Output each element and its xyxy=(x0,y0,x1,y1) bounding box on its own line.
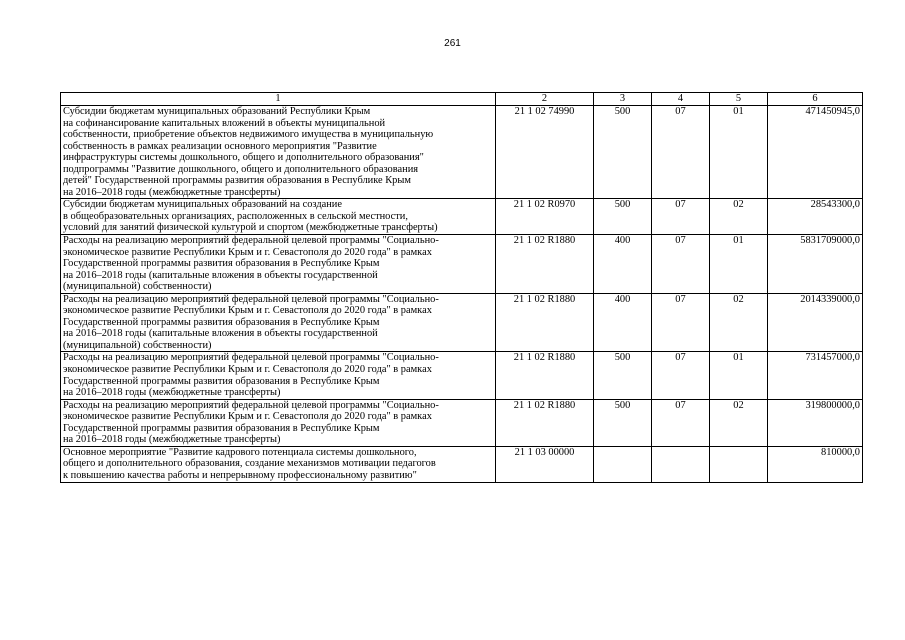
subsection-cell: 01 xyxy=(710,235,768,294)
subsection-cell: 01 xyxy=(710,106,768,199)
target-code-cell: 21 1 02 R1880 xyxy=(496,399,594,446)
name-line: детей" Государственной программы развития образования в Республике Крым xyxy=(63,175,411,187)
row-name-cell xyxy=(61,399,496,446)
row-name-cell xyxy=(61,199,496,235)
target-code-cell: 21 1 02 R0970 xyxy=(496,199,594,235)
table-row xyxy=(61,293,863,352)
expense-type-cell: 400 xyxy=(594,293,652,352)
expense-type-cell: 500 xyxy=(594,106,652,199)
expense-type-cell: 500 xyxy=(594,399,652,446)
name-line: Государственной программы развития образования в Республике Крым xyxy=(63,316,380,328)
name-line: Расходы на реализацию мероприятий федеральной целевой программы "Социально- xyxy=(63,352,439,364)
table-row xyxy=(61,235,863,294)
amount-cell: 319800000,0 xyxy=(768,399,863,446)
name-line: Государственной программы развития образования в Республике Крым xyxy=(63,258,380,270)
section-cell: 07 xyxy=(652,352,710,399)
name-line: (муниципальной) собственности) xyxy=(63,339,212,351)
amount-cell: 731457000,0 xyxy=(768,352,863,399)
name-line: Государственной программы развития образования в Республике Крым xyxy=(63,375,380,387)
header-col-5: 5 xyxy=(710,93,768,106)
amount-cell: 2014339000,0 xyxy=(768,293,863,352)
section-cell: 07 xyxy=(652,106,710,199)
budget-table xyxy=(60,92,863,483)
section-cell: 07 xyxy=(652,293,710,352)
name-line: экономическое развитие Республики Крым и г. Севастополя до 2020 года" в рамках xyxy=(63,246,432,258)
name-line: экономическое развитие Республики Крым и г. Севастополя до 2020 года" в рамках xyxy=(63,305,432,317)
name-line: собственности, приобретение объектов недвижимого имущества в муниципальную xyxy=(63,129,434,141)
table-row xyxy=(61,399,863,446)
section-cell: 07 xyxy=(652,399,710,446)
name-line: собственность в рамках реализации основного мероприятия "Развитие xyxy=(63,140,377,152)
table-row xyxy=(61,106,863,199)
name-line: инфраструктуры системы дошкольного, общего и дополнительного образования" xyxy=(63,152,424,164)
header-col-2: 2 xyxy=(496,93,594,106)
target-code-cell: 21 1 02 74990 xyxy=(496,106,594,199)
name-line: на 2016–2018 годы (межбюджетные трансферты) xyxy=(63,387,281,399)
row-name-cell xyxy=(61,235,496,294)
header-col-6: 6 xyxy=(768,93,863,106)
target-code-cell: 21 1 02 R1880 xyxy=(496,352,594,399)
name-line: Основное мероприятие "Развитие кадрового потенциала системы дошкольного, xyxy=(63,446,417,458)
row-name-cell xyxy=(61,352,496,399)
subsection-cell: 01 xyxy=(710,352,768,399)
expense-type-cell: 400 xyxy=(594,235,652,294)
table-row xyxy=(61,446,863,482)
name-line: Субсидии бюджетам муниципальных образований на создание xyxy=(63,199,342,211)
name-line: на софинансирование капитальных вложений в объекты муниципальной xyxy=(63,117,386,129)
expense-type-cell: 500 xyxy=(594,199,652,235)
name-line: к повышению качества работы и непрерывному профессиональному развитию" xyxy=(63,469,417,481)
name-line: на 2016–2018 годы (межбюджетные трансферты) xyxy=(63,186,281,198)
name-line: условий для занятий физической культурой и спортом (межбюджетные трансферты) xyxy=(63,222,438,234)
row-name-cell xyxy=(61,106,496,199)
subsection-cell: 02 xyxy=(710,399,768,446)
name-line: на 2016–2018 годы (капитальные вложения в объекты государственной xyxy=(63,328,378,340)
name-line: Государственной программы развития образования в Республике Крым xyxy=(63,422,380,434)
amount-cell: 5831709000,0 xyxy=(768,235,863,294)
section-cell xyxy=(652,446,710,482)
row-name-cell xyxy=(61,293,496,352)
expense-type-cell: 500 xyxy=(594,352,652,399)
name-line: подпрограммы "Развитие дошкольного, общего и дополнительного образования xyxy=(63,163,419,175)
name-line: в общеобразовательных организациях, расположенных в сельской местности, xyxy=(63,210,408,222)
target-code-cell: 21 1 02 R1880 xyxy=(496,293,594,352)
name-line: экономическое развитие Республики Крым и г. Севастополя до 2020 года" в рамках xyxy=(63,411,432,423)
table-header-row xyxy=(61,93,863,106)
name-line: общего и дополнительного образования, создание механизмов мотивации педагогов xyxy=(63,458,436,470)
target-code-cell: 21 1 03 00000 xyxy=(496,446,594,482)
table-row xyxy=(61,352,863,399)
amount-cell: 471450945,0 xyxy=(768,106,863,199)
name-line: Расходы на реализацию мероприятий федеральной целевой программы "Социально- xyxy=(63,399,439,411)
header-col-4: 4 xyxy=(652,93,710,106)
name-line: экономическое развитие Республики Крым и г. Севастополя до 2020 года" в рамках xyxy=(63,364,432,376)
subsection-cell: 02 xyxy=(710,293,768,352)
row-name-cell xyxy=(61,446,496,482)
name-line: Субсидии бюджетам муниципальных образований Республики Крым xyxy=(63,106,371,117)
name-line: на 2016–2018 годы (капитальные вложения в объекты государственной xyxy=(63,269,378,281)
target-code-cell: 21 1 02 R1880 xyxy=(496,235,594,294)
subsection-cell: 02 xyxy=(710,199,768,235)
header-col-3: 3 xyxy=(594,93,652,106)
section-cell: 07 xyxy=(652,235,710,294)
header-col-1: 1 xyxy=(61,93,496,106)
name-line: (муниципальной) собственности) xyxy=(63,281,212,293)
name-line: Расходы на реализацию мероприятий федеральной целевой программы "Социально- xyxy=(63,235,439,247)
amount-cell: 810000,0 xyxy=(768,446,863,482)
subsection-cell xyxy=(710,446,768,482)
expense-type-cell xyxy=(594,446,652,482)
name-line: на 2016–2018 годы (межбюджетные трансферты) xyxy=(63,434,281,446)
name-line: Расходы на реализацию мероприятий федеральной целевой программы "Социально- xyxy=(63,293,439,305)
page-number: 261 xyxy=(444,38,461,49)
section-cell: 07 xyxy=(652,199,710,235)
table-row xyxy=(61,199,863,235)
amount-cell: 28543300,0 xyxy=(768,199,863,235)
